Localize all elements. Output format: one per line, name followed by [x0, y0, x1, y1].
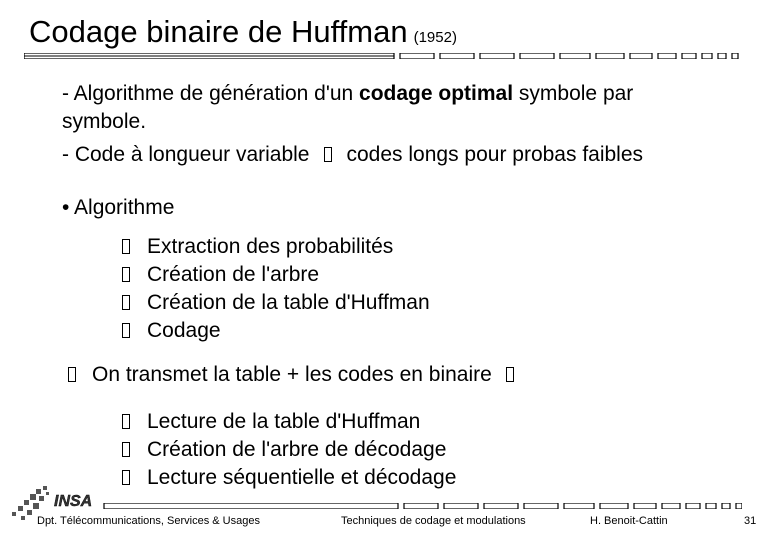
encode-step — [122, 263, 319, 287]
missing-glyph-icon — [122, 414, 130, 429]
intro-suffix: symbole par — [513, 82, 634, 105]
slide-title — [29, 14, 457, 56]
missing-glyph-icon — [324, 147, 332, 162]
transmit-line — [68, 363, 514, 387]
variable-length-suffix: codes longs pour probas faibles — [346, 143, 644, 166]
encode-step-label: Codage — [147, 319, 221, 342]
encode-step — [122, 291, 430, 315]
intro-bold: codage optimal — [359, 82, 514, 105]
title-divider — [24, 53, 742, 59]
variable-length-prefix: - Code à longueur variable — [62, 143, 310, 166]
missing-glyph-icon — [122, 470, 130, 485]
footer-author: H. Benoit-Cattin — [590, 515, 668, 527]
missing-glyph-icon — [122, 323, 130, 338]
intro-prefix: - Algorithme de génération d'un — [62, 82, 360, 105]
encode-step-label: Création de la table d'Huffman — [147, 291, 430, 314]
missing-glyph-icon — [122, 239, 130, 254]
variable-length-line — [62, 143, 643, 167]
footer-divider — [24, 503, 742, 509]
title-year: (1952) — [413, 29, 457, 46]
missing-glyph-icon — [68, 367, 76, 382]
logo-text: INSA — [54, 493, 93, 510]
encode-step-label: Extraction des probabilités — [147, 235, 394, 258]
decode-step — [122, 466, 456, 490]
page-number: 31 — [744, 515, 757, 527]
intro-line-continued: symbole. — [62, 110, 147, 133]
decode-step — [122, 438, 446, 462]
missing-glyph-icon — [506, 367, 514, 382]
decode-step — [122, 410, 420, 434]
title-text: Codage binaire de Huffman — [29, 14, 408, 49]
encode-step-label: Création de l'arbre — [147, 263, 320, 286]
missing-glyph-icon — [122, 267, 130, 282]
decode-step-label: Lecture séquentielle et décodage — [147, 466, 457, 489]
transmit-text: On transmet la table + les codes en binaire — [92, 363, 492, 386]
decode-step-label: Création de l'arbre de décodage — [147, 438, 447, 461]
section-heading: • Algorithme — [62, 196, 175, 219]
footer-department: Dpt. Télécommunications, Services & Usages — [37, 515, 260, 527]
encode-step — [122, 235, 393, 259]
missing-glyph-icon — [122, 442, 130, 457]
decode-step-label: Lecture de la table d'Huffman — [147, 410, 421, 433]
footer-course: Techniques de codage et modulations — [341, 515, 526, 527]
intro-line — [62, 82, 633, 106]
missing-glyph-icon — [122, 295, 130, 310]
encode-step — [122, 319, 221, 343]
